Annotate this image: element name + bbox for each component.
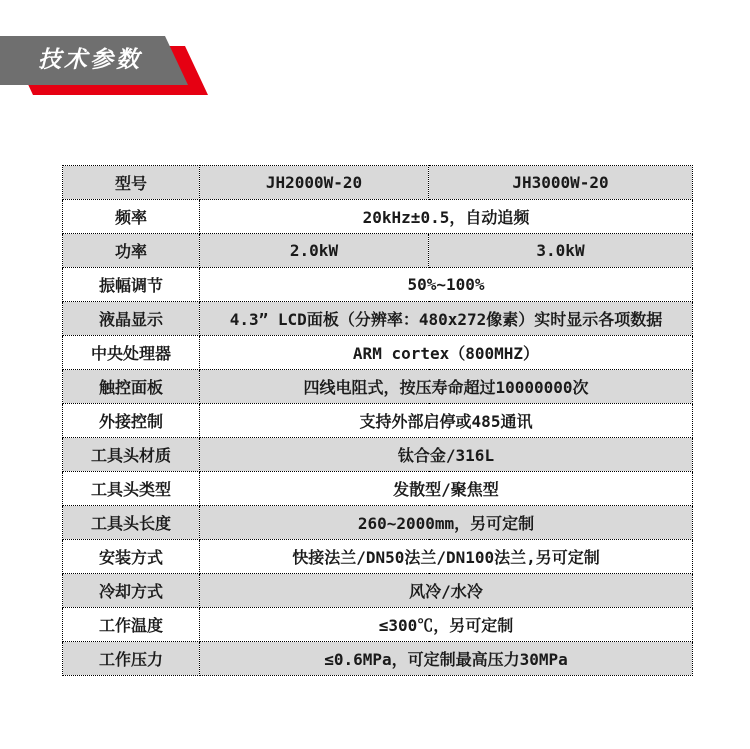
- spec-value: 260~2000mm，另可定制: [200, 506, 693, 540]
- spec-value: 快接法兰/DN50法兰/DN100法兰,另可定制: [200, 540, 693, 574]
- spec-label: 工作压力: [63, 642, 200, 676]
- spec-value: 发散型/聚焦型: [200, 472, 693, 506]
- spec-value: ARM cortex（800MHZ）: [200, 336, 693, 370]
- spec-label: 工具头材质: [63, 438, 200, 472]
- spec-label: 安装方式: [63, 540, 200, 574]
- spec-label: 功率: [63, 234, 200, 268]
- spec-label: 工具头长度: [63, 506, 200, 540]
- spec-label: 外接控制: [63, 404, 200, 438]
- spec-value: 20kHz±0.5，自动追频: [200, 200, 693, 234]
- table-row: [63, 166, 693, 200]
- table-row: [63, 404, 693, 438]
- table-row: [63, 642, 693, 676]
- table-row: [63, 472, 693, 506]
- table-row: [63, 370, 693, 404]
- spec-value: 3.0kW: [429, 234, 693, 268]
- spec-value: 支持外部启停或485通讯: [200, 404, 693, 438]
- table-row: [63, 200, 693, 234]
- section-header-badge: [0, 0, 230, 110]
- table-row: [63, 438, 693, 472]
- spec-value: 风冷/水冷: [200, 574, 693, 608]
- spec-value: JH3000W-20: [429, 166, 693, 200]
- table-row: [63, 540, 693, 574]
- spec-label: 工作温度: [63, 608, 200, 642]
- spec-label: 振幅调节: [63, 268, 200, 302]
- spec-value: 4.3” LCD面板（分辨率：480x272像素）实时显示各项数据: [200, 302, 693, 336]
- table-row: [63, 234, 693, 268]
- spec-table-body: [63, 166, 693, 676]
- spec-label: 频率: [63, 200, 200, 234]
- spec-label: 型号: [63, 166, 200, 200]
- spec-label: 中央处理器: [63, 336, 200, 370]
- spec-label: 冷却方式: [63, 574, 200, 608]
- spec-value: 2.0kW: [200, 234, 429, 268]
- spec-table: [62, 165, 693, 676]
- table-row: [63, 608, 693, 642]
- spec-value: JH2000W-20: [200, 166, 429, 200]
- spec-value: 钛合金/316L: [200, 438, 693, 472]
- table-row: [63, 268, 693, 302]
- table-row: [63, 506, 693, 540]
- spec-label: 液晶显示: [63, 302, 200, 336]
- table-row: [63, 336, 693, 370]
- spec-value: 四线电阻式，按压寿命超过10000000次: [200, 370, 693, 404]
- table-row: [63, 574, 693, 608]
- spec-value: ≤0.6MPa，可定制最高压力30MPa: [200, 642, 693, 676]
- spec-value: 50%~100%: [200, 268, 693, 302]
- spec-label: 工具头类型: [63, 472, 200, 506]
- table-row: [63, 302, 693, 336]
- section-title: 技术参数: [38, 47, 142, 73]
- spec-label: 触控面板: [63, 370, 200, 404]
- spec-value: ≤300℃，另可定制: [200, 608, 693, 642]
